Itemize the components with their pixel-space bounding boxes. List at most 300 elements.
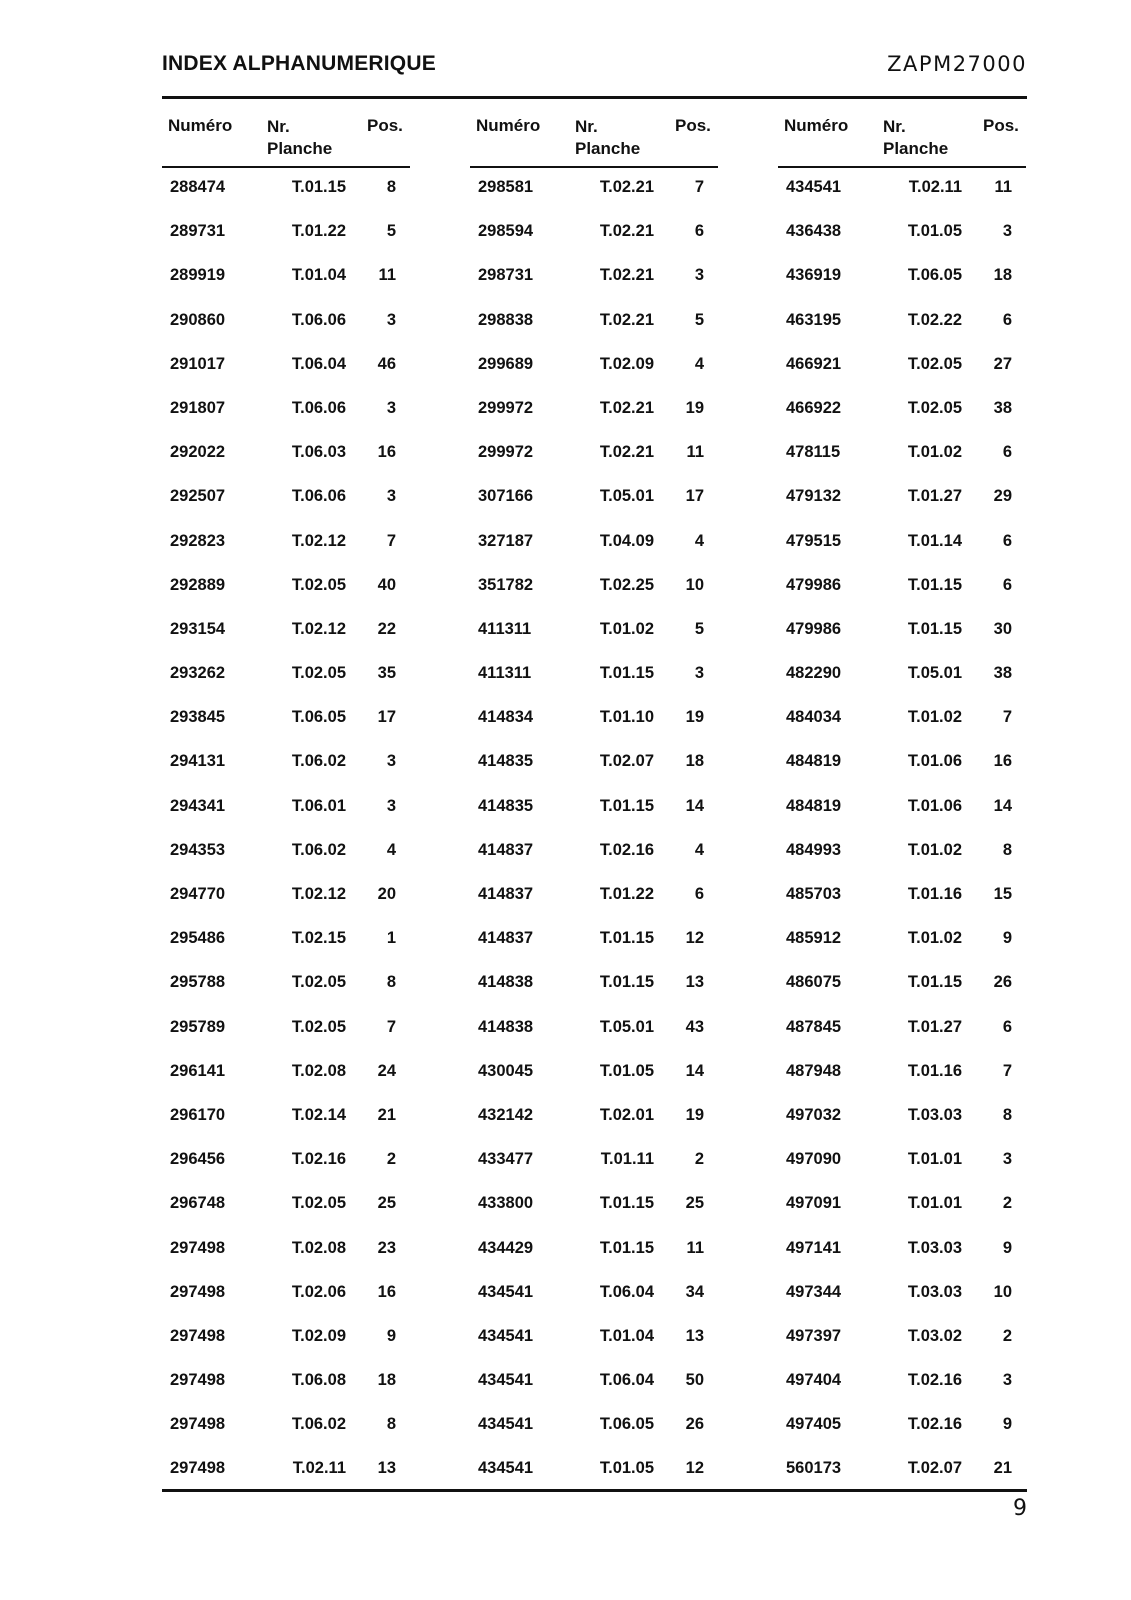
part-number: 414835 [478, 752, 534, 771]
table-row [778, 664, 1026, 708]
part-number: 434541 [478, 1326, 534, 1345]
planche-number: T.05.01 [907, 664, 962, 683]
table-row [778, 1062, 1026, 1106]
planche-number: T.06.01 [291, 796, 346, 815]
part-number: 296748 [170, 1194, 226, 1213]
table-row [470, 1062, 718, 1106]
position-number: 6 [1002, 1017, 1012, 1036]
planche-number: T.06.02 [291, 1415, 346, 1434]
part-number: 296141 [170, 1061, 226, 1080]
part-number: 484819 [786, 796, 842, 815]
planche-number: T.02.01 [599, 1105, 654, 1124]
position-number: 6 [694, 222, 704, 241]
position-number: 27 [993, 354, 1012, 373]
position-number: 3 [1002, 1371, 1012, 1390]
table-row [778, 752, 1026, 796]
position-number: 43 [685, 1017, 704, 1036]
planche-number: T.01.16 [907, 1061, 962, 1080]
position-number: 40 [377, 575, 396, 594]
part-number: 307166 [478, 487, 534, 506]
position-number: 3 [694, 664, 704, 683]
part-number: 295789 [170, 1017, 226, 1036]
table-row [162, 620, 410, 664]
position-number: 23 [377, 1238, 396, 1257]
header-pos: Pos. [675, 116, 711, 135]
table-row [470, 1194, 718, 1238]
part-number: 433800 [478, 1194, 534, 1213]
position-number: 9 [386, 1326, 396, 1345]
table-row [162, 1459, 410, 1503]
part-number: 294341 [170, 796, 226, 815]
table-row [778, 443, 1026, 487]
position-number: 1 [386, 929, 396, 948]
part-number: 497141 [786, 1238, 842, 1257]
part-number: 298594 [478, 222, 534, 241]
planche-number: T.02.09 [599, 354, 654, 373]
table-row [470, 1327, 718, 1371]
planche-number: T.01.15 [599, 929, 654, 948]
table-row [162, 1106, 410, 1150]
planche-number: T.01.15 [599, 796, 654, 815]
part-number: 299972 [478, 443, 534, 462]
planche-number: T.01.02 [907, 840, 962, 859]
part-number: 434541 [478, 1459, 534, 1478]
table-row [162, 266, 410, 310]
table-row [470, 487, 718, 531]
position-number: 19 [685, 708, 704, 727]
table-row [778, 1459, 1026, 1503]
planche-number: T.01.15 [291, 178, 346, 196]
position-number: 5 [694, 619, 704, 638]
table-row [162, 1194, 410, 1238]
planche-number: T.06.05 [907, 266, 962, 285]
position-number: 19 [685, 1105, 704, 1124]
position-number: 11 [994, 178, 1012, 196]
position-number: 26 [993, 973, 1012, 992]
table-row [778, 311, 1026, 355]
part-number: 486075 [786, 973, 842, 992]
part-number: 291017 [170, 354, 226, 373]
position-number: 3 [1002, 222, 1012, 241]
table-row [162, 1327, 410, 1371]
planche-number: T.02.21 [599, 222, 654, 241]
column-header [470, 112, 718, 168]
part-number: 414837 [478, 885, 534, 903]
planche-number: T.02.07 [599, 752, 654, 771]
planche-number: T.01.05 [599, 1061, 654, 1080]
table-row [470, 797, 718, 841]
column-rows [470, 178, 718, 1504]
table-row [470, 355, 718, 399]
table-row [162, 311, 410, 355]
planche-number: T.01.02 [907, 708, 962, 727]
planche-number: T.02.12 [291, 531, 346, 550]
table-row [470, 885, 718, 929]
planche-number: T.02.05 [291, 1194, 346, 1213]
position-number: 18 [685, 752, 704, 771]
part-number: 296456 [170, 1150, 226, 1169]
table-row [162, 929, 410, 973]
table-row [162, 708, 410, 752]
planche-number: T.06.06 [291, 310, 346, 329]
part-number: 497344 [786, 1282, 842, 1301]
part-number: 560173 [786, 1459, 842, 1478]
table-row [470, 399, 718, 443]
position-number: 14 [993, 796, 1012, 815]
table-row [470, 708, 718, 752]
part-number: 291807 [170, 398, 226, 417]
position-number: 7 [1002, 708, 1012, 727]
planche-number: T.02.08 [291, 1238, 346, 1257]
planche-number: T.01.15 [599, 1194, 654, 1213]
position-number: 18 [377, 1371, 396, 1390]
planche-number: T.03.02 [907, 1326, 962, 1345]
part-number: 463195 [786, 310, 842, 329]
table-row [162, 1371, 410, 1415]
position-number: 4 [386, 840, 396, 859]
header-rule [162, 96, 1027, 99]
table-row [162, 355, 410, 399]
planche-number: T.02.21 [599, 178, 654, 196]
position-number: 22 [377, 619, 396, 638]
part-number: 290860 [170, 310, 226, 329]
part-number: 414838 [478, 1017, 534, 1036]
position-number: 3 [386, 796, 396, 815]
planche-number: T.02.07 [907, 1459, 962, 1478]
planche-number: T.01.01 [907, 1150, 962, 1169]
planche-number: T.01.06 [907, 752, 962, 771]
table-row [470, 1415, 718, 1459]
part-number: 434541 [478, 1415, 534, 1434]
table-row [162, 1018, 410, 1062]
planche-number: T.02.05 [291, 973, 346, 992]
position-number: 10 [993, 1282, 1012, 1301]
part-number: 288474 [170, 178, 226, 196]
table-row [778, 1106, 1026, 1150]
table-row [470, 929, 718, 973]
position-number: 26 [685, 1415, 704, 1434]
header-nr-planche: Nr. Planche [575, 117, 641, 158]
part-number: 289731 [170, 222, 226, 241]
table-row [470, 1283, 718, 1327]
table-row [778, 1327, 1026, 1371]
part-number: 487845 [786, 1017, 842, 1036]
table-row [470, 752, 718, 796]
position-number: 46 [377, 354, 396, 373]
planche-number: T.02.12 [291, 619, 346, 638]
planche-number: T.03.03 [907, 1282, 962, 1301]
table-row [778, 532, 1026, 576]
part-number: 434429 [478, 1238, 534, 1257]
index-column-3 [778, 112, 1026, 1478]
part-number: 484034 [786, 708, 842, 727]
table-row [162, 1415, 410, 1459]
table-row [162, 664, 410, 708]
table-row [162, 973, 410, 1017]
position-number: 30 [993, 619, 1012, 638]
part-number: 292823 [170, 531, 226, 550]
column-rows [162, 178, 410, 1504]
planche-number: T.02.06 [291, 1282, 346, 1301]
table-row [162, 399, 410, 443]
position-number: 24 [377, 1061, 396, 1080]
table-row [778, 1371, 1026, 1415]
part-number: 289919 [170, 266, 226, 285]
table-row [470, 532, 718, 576]
planche-number: T.04.09 [599, 531, 654, 550]
table-row [162, 841, 410, 885]
part-number: 485703 [786, 885, 842, 903]
position-number: 7 [694, 178, 704, 196]
planche-number: T.05.01 [599, 1017, 654, 1036]
part-number: 293262 [170, 664, 226, 683]
position-number: 13 [685, 973, 704, 992]
part-number: 466922 [786, 398, 842, 417]
table-row [470, 311, 718, 355]
table-row [162, 532, 410, 576]
table-row [778, 1283, 1026, 1327]
part-number: 485912 [786, 929, 842, 948]
table-row [470, 443, 718, 487]
table-row [778, 399, 1026, 443]
header-nr-planche: Nr. Planche [883, 117, 949, 158]
part-number: 297498 [170, 1371, 226, 1390]
planche-number: T.01.06 [907, 796, 962, 815]
part-number: 293845 [170, 708, 226, 727]
position-number: 8 [1002, 1105, 1012, 1124]
planche-number: T.01.15 [907, 973, 962, 992]
planche-number: T.01.27 [907, 1017, 962, 1036]
table-row [470, 1106, 718, 1150]
position-number: 20 [377, 885, 396, 903]
position-number: 3 [386, 752, 396, 771]
table-row [470, 1239, 718, 1283]
part-number: 299689 [478, 354, 534, 373]
part-number: 497032 [786, 1105, 842, 1124]
position-number: 14 [685, 1061, 704, 1080]
position-number: 25 [377, 1194, 396, 1213]
position-number: 3 [386, 310, 396, 329]
part-number: 479986 [786, 575, 842, 594]
part-number: 434541 [786, 178, 842, 196]
position-number: 12 [685, 929, 704, 948]
position-number: 16 [377, 443, 396, 462]
table-row [778, 973, 1026, 1017]
planche-number: T.02.05 [291, 575, 346, 594]
position-number: 4 [694, 531, 704, 550]
position-number: 3 [1002, 1150, 1012, 1169]
planche-number: T.02.16 [291, 1150, 346, 1169]
position-number: 6 [1002, 443, 1012, 462]
part-number: 295788 [170, 973, 226, 992]
table-row [162, 885, 410, 929]
position-number: 9 [1002, 1238, 1012, 1257]
position-number: 12 [685, 1459, 704, 1478]
position-number: 5 [386, 222, 396, 241]
part-number: 297498 [170, 1415, 226, 1434]
position-number: 5 [694, 310, 704, 329]
planche-number: T.02.16 [907, 1371, 962, 1390]
table-row [162, 487, 410, 531]
position-number: 8 [386, 973, 396, 992]
header-numero: Numéro [168, 116, 233, 135]
position-number: 10 [685, 575, 704, 594]
table-row [162, 797, 410, 841]
planche-number: T.01.02 [907, 929, 962, 948]
part-number: 351782 [478, 575, 534, 594]
planche-number: T.06.08 [291, 1371, 346, 1390]
planche-number: T.01.02 [599, 619, 654, 638]
part-number: 411311 [478, 664, 532, 683]
planche-number: T.06.04 [291, 354, 346, 373]
planche-number: T.06.06 [291, 398, 346, 417]
part-number: 479515 [786, 531, 842, 550]
position-number: 21 [993, 1459, 1012, 1478]
part-number: 327187 [478, 531, 534, 550]
planche-number: T.01.15 [599, 664, 654, 683]
position-number: 8 [1002, 840, 1012, 859]
part-number: 298731 [478, 266, 534, 285]
planche-number: T.01.05 [599, 1459, 654, 1478]
planche-number: T.02.21 [599, 398, 654, 417]
part-number: 292022 [170, 443, 226, 462]
planche-number: T.02.11 [908, 178, 962, 196]
planche-number: T.01.22 [599, 885, 654, 903]
part-number: 436919 [786, 266, 842, 285]
table-row [470, 664, 718, 708]
column-rows [778, 178, 1026, 1504]
table-row [778, 841, 1026, 885]
planche-number: T.01.01 [907, 1194, 962, 1213]
position-number: 21 [377, 1105, 396, 1124]
part-number: 299972 [478, 398, 534, 417]
table-row [162, 576, 410, 620]
planche-number: T.02.08 [291, 1061, 346, 1080]
part-number: 487948 [786, 1061, 842, 1080]
table-row [470, 973, 718, 1017]
table-row [778, 1415, 1026, 1459]
part-number: 294131 [170, 752, 226, 771]
table-row [162, 1150, 410, 1194]
part-number: 484993 [786, 840, 842, 859]
table-row [470, 620, 718, 664]
table-row [162, 178, 410, 222]
table-row [470, 1018, 718, 1062]
position-number: 11 [378, 266, 396, 285]
planche-number: T.01.02 [907, 443, 962, 462]
part-number: 436438 [786, 222, 842, 241]
table-row [162, 752, 410, 796]
position-number: 38 [993, 398, 1012, 417]
position-number: 17 [377, 708, 396, 727]
position-number: 9 [1002, 929, 1012, 948]
part-number: 482290 [786, 664, 842, 683]
header-pos: Pos. [367, 116, 403, 135]
planche-number: T.06.05 [291, 708, 346, 727]
part-number: 479986 [786, 619, 842, 638]
planche-number: T.01.15 [599, 1238, 654, 1257]
planche-number: T.02.05 [291, 664, 346, 683]
table-row [778, 222, 1026, 266]
part-number: 430045 [478, 1061, 534, 1080]
position-number: 4 [694, 840, 704, 859]
position-number: 7 [386, 1017, 396, 1036]
planche-number: T.02.16 [907, 1415, 962, 1434]
position-number: 2 [1002, 1326, 1012, 1345]
table-row [778, 708, 1026, 752]
index-column-2 [470, 112, 718, 1478]
table-row [778, 929, 1026, 973]
position-number: 13 [685, 1326, 704, 1345]
header-numero: Numéro [476, 116, 541, 135]
position-number: 8 [386, 1415, 396, 1434]
position-number: 2 [386, 1150, 396, 1169]
planche-number: T.02.11 [292, 1459, 346, 1478]
planche-number: T.02.05 [907, 398, 962, 417]
planche-number: T.01.22 [291, 222, 346, 241]
page-title: INDEX ALPHANUMERIQUE [162, 52, 436, 75]
planche-number: T.06.06 [291, 487, 346, 506]
part-number: 296170 [170, 1105, 226, 1124]
table-row [162, 1062, 410, 1106]
planche-number: T.01.05 [907, 222, 962, 241]
position-number: 8 [386, 178, 396, 196]
index-column-1 [162, 112, 410, 1478]
part-number: 432142 [478, 1105, 534, 1124]
part-number: 414837 [478, 929, 534, 948]
planche-number: T.06.04 [599, 1371, 654, 1390]
part-number: 294353 [170, 840, 226, 859]
position-number: 11 [686, 443, 704, 462]
part-number: 297498 [170, 1238, 226, 1257]
header-pos: Pos. [983, 116, 1019, 135]
table-row [778, 1239, 1026, 1283]
header-numero: Numéro [784, 116, 849, 135]
position-number: 7 [1002, 1061, 1012, 1080]
planche-number: T.02.05 [291, 1017, 346, 1036]
position-number: 6 [1002, 310, 1012, 329]
table-row [778, 178, 1026, 222]
planche-number: T.01.15 [907, 619, 962, 638]
planche-number: T.01.11 [600, 1150, 654, 1169]
table-row [470, 1150, 718, 1194]
planche-number: T.03.03 [907, 1238, 962, 1257]
position-number: 3 [386, 398, 396, 417]
part-number: 497405 [786, 1415, 842, 1434]
table-row [162, 1283, 410, 1327]
planche-number: T.01.15 [907, 575, 962, 594]
part-number: 434541 [478, 1282, 534, 1301]
planche-number: T.06.02 [291, 752, 346, 771]
position-number: 15 [993, 885, 1012, 903]
part-number: 295486 [170, 929, 226, 948]
part-number: 434541 [478, 1371, 534, 1390]
part-number: 294770 [170, 885, 226, 903]
position-number: 6 [694, 885, 704, 903]
position-number: 3 [386, 487, 396, 506]
table-row [778, 266, 1026, 310]
part-number: 478115 [786, 443, 841, 462]
position-number: 11 [686, 1238, 704, 1257]
position-number: 29 [993, 487, 1012, 506]
planche-number: T.02.21 [599, 310, 654, 329]
table-row [778, 620, 1026, 664]
part-number: 497091 [786, 1194, 842, 1213]
position-number: 17 [685, 487, 704, 506]
planche-number: T.02.22 [907, 310, 962, 329]
planche-number: T.02.21 [599, 443, 654, 462]
position-number: 35 [377, 664, 396, 683]
